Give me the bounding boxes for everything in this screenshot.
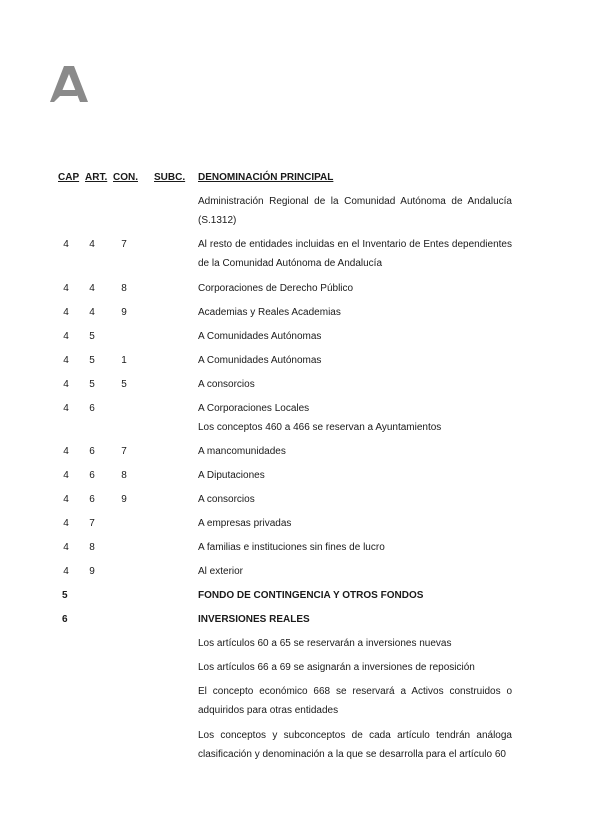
cell-cap: 6 <box>62 614 68 625</box>
cell-denominacion <box>198 192 512 230</box>
cell-denominacion <box>198 562 512 581</box>
andalucia-logo-icon <box>50 66 90 102</box>
cell-art: 4 <box>89 307 95 318</box>
cell-con: 7 <box>121 239 127 250</box>
cell-art: 6 <box>89 446 95 457</box>
header-art: ART. <box>85 172 108 183</box>
cell-art: 4 <box>89 283 95 294</box>
cell-con: 7 <box>121 446 127 457</box>
cell-denominacion <box>198 490 512 509</box>
denominacion-line: Los conceptos 460 a 466 se reservan a Ayuntamientos <box>198 422 442 433</box>
denominacion-line: FONDO DE CONTINGENCIA Y OTROS FONDOS <box>198 590 424 601</box>
cell-cap: 4 <box>63 331 69 342</box>
denominacion-line: Corporaciones de Derecho Público <box>198 283 354 294</box>
cell-denominacion <box>198 351 512 370</box>
cell-con: 9 <box>121 494 127 505</box>
cell-art: 6 <box>89 403 95 414</box>
cell-con: 9 <box>121 307 127 318</box>
cell-denominacion <box>198 279 512 298</box>
denominacion-line: A consorcios <box>198 379 255 390</box>
cell-denominacion <box>198 586 512 605</box>
denominacion-line: A Diputaciones <box>198 470 265 481</box>
cell-cap: 4 <box>63 518 69 529</box>
cell-cap: 4 <box>63 239 69 250</box>
cell-art: 6 <box>89 470 95 481</box>
denominacion-line: Los artículos 60 a 65 se reservarán a inversiones nuevas <box>198 638 452 649</box>
cell-cap: 4 <box>63 542 69 553</box>
cell-denominacion <box>198 610 512 629</box>
cell-cap: 4 <box>63 566 69 577</box>
denominacion-line: Los artículos 66 a 69 se asignarán a inversiones de reposición <box>198 662 475 673</box>
cell-denominacion <box>198 538 512 557</box>
denominacion-line: A Comunidades Autónomas <box>198 355 322 366</box>
denominacion-line: A Comunidades Autónomas <box>198 331 322 342</box>
cell-art: 8 <box>89 542 95 553</box>
cell-denominacion <box>198 303 512 322</box>
denominacion-line: Los conceptos y subconceptos de cada artículo tendrán análoga clasificación y denominación a la que se desarrolla para el artículo 60 <box>198 730 512 760</box>
cell-cap: 4 <box>63 379 69 390</box>
cell-art: 5 <box>89 331 95 342</box>
cell-denominacion <box>198 682 512 720</box>
header-con: CON. <box>113 172 138 183</box>
cell-art: 5 <box>89 355 95 366</box>
cell-cap: 4 <box>63 494 69 505</box>
cell-cap: 4 <box>63 307 69 318</box>
header-subc: SUBC. <box>154 172 186 183</box>
denominacion-line: El concepto económico 668 se reservará a Activos construidos o adquiridos para otras entidades <box>198 686 512 716</box>
cell-con: 1 <box>121 355 127 366</box>
denominacion-line: Al exterior <box>198 566 244 577</box>
denominacion-line: A mancomunidades <box>198 446 286 457</box>
denominacion-line: A familias e instituciones sin fines de lucro <box>198 542 385 553</box>
cell-denominacion <box>198 235 512 273</box>
cell-denominacion <box>198 634 512 653</box>
cell-cap: 4 <box>63 446 69 457</box>
cell-art: 4 <box>89 239 95 250</box>
cell-con: 8 <box>121 283 127 294</box>
cell-denominacion <box>198 399 512 437</box>
header-cap: CAP <box>58 172 80 183</box>
denominacion-line: A empresas privadas <box>198 518 292 529</box>
denominacion-line: A Corporaciones Locales <box>198 403 310 414</box>
denominacion-line: A consorcios <box>198 494 255 505</box>
cell-con: 8 <box>121 470 127 481</box>
cell-denominacion <box>198 658 512 677</box>
cell-con: 5 <box>121 379 127 390</box>
cell-denominacion <box>198 327 512 346</box>
header-denominacion: DENOMINACIÓN PRINCIPAL <box>198 172 334 183</box>
cell-cap: 4 <box>63 283 69 294</box>
cell-art: 5 <box>89 379 95 390</box>
cell-art: 9 <box>89 566 95 577</box>
denominacion-line: INVERSIONES REALES <box>198 614 310 625</box>
cell-art: 6 <box>89 494 95 505</box>
cell-denominacion <box>198 466 512 485</box>
cell-art: 7 <box>89 518 95 529</box>
cell-denominacion <box>198 442 512 461</box>
denominacion-line: Academias y Reales Academias <box>198 307 341 318</box>
cell-denominacion <box>198 375 512 394</box>
denominacion-line: Al resto de entidades incluidas en el Inventario de Entes dependientes de la Comunidad Autónoma de Andalucía <box>198 239 512 269</box>
cell-cap: 4 <box>63 355 69 366</box>
cell-denominacion <box>198 726 512 764</box>
cell-denominacion <box>198 514 512 533</box>
cell-cap: 4 <box>63 403 69 414</box>
denominacion-line: Administración Regional de la Comunidad Autónoma de Andalucía (S.1312) <box>198 196 512 226</box>
cell-cap: 4 <box>63 470 69 481</box>
cell-cap: 5 <box>62 590 68 601</box>
